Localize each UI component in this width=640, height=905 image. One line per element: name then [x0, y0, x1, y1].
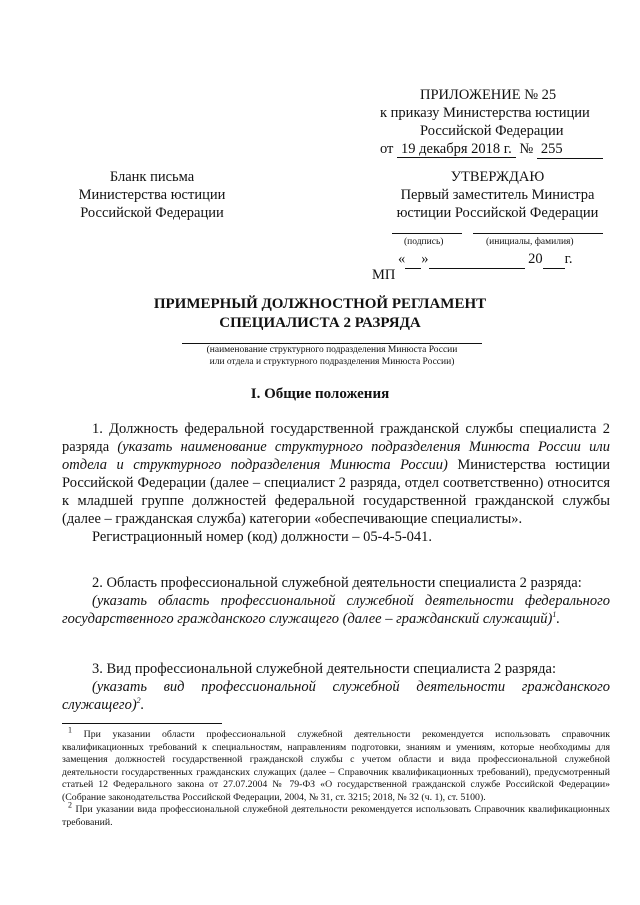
footnote-2-mark: 2 — [68, 800, 72, 810]
footnote-1-mark: 1 — [68, 725, 72, 735]
p2-italic-text: (указать область профессиональной служебной деятельности федерального государственного гражданского служащего (далее – гражданский служащий) — [62, 593, 610, 627]
p2-text: 2. Область профессиональной служебной деятельности специалиста 2 разряда: — [92, 575, 582, 591]
p2-italic — [62, 592, 610, 628]
year-blank — [543, 250, 565, 269]
footnote-2-text: При указании вида профессиональной служебной деятельности рекомендуется использовать Справочник квалификационных требований. — [62, 804, 611, 828]
p3-italic — [62, 678, 610, 714]
signature-caption: (подпись) — [404, 237, 444, 247]
appendix-number: 255 — [537, 140, 603, 159]
approval-position: Первый заместитель Министра — [400, 187, 595, 203]
paragraph-3 — [62, 660, 610, 714]
appendix-date: 19 декабря 2018 г. — [397, 141, 516, 158]
p2-end: . — [556, 611, 560, 627]
document-title — [0, 295, 640, 333]
approval-date-line — [398, 250, 573, 269]
date-close-quote: » — [421, 251, 429, 267]
p3-italic-text: (указать вид профессиональной служебной деятельности гражданского служащего) — [62, 679, 610, 713]
footnote-ref-2[interactable]: 2 — [136, 696, 141, 706]
letterhead-line-1: Бланк письма — [109, 169, 195, 185]
letterhead-block — [62, 168, 242, 222]
unit-caption-line-1: (наименование структурного подразделения Минюста России — [206, 345, 458, 355]
title-line-1: ПРИМЕРНЫЙ ДОЛЖНОСТНОЙ РЕГЛАМЕНТ — [153, 296, 487, 312]
approval-block — [385, 168, 610, 222]
appendix-date-line — [380, 140, 610, 159]
paragraph-2 — [62, 574, 610, 628]
appendix-title: ПРИЛОЖЕНИЕ № 25 — [420, 87, 557, 103]
appendix-block — [380, 86, 610, 159]
p1-intro: 1. Должность федеральной государственной гражданской службы специалиста 2 разряда — [62, 421, 610, 455]
year-prefix: 20 — [528, 251, 543, 267]
stamp-mark: МП — [372, 267, 396, 283]
appendix-order-line: к приказу Министерства юстиции — [380, 105, 590, 121]
paragraph-1-text — [62, 420, 610, 528]
signature-line — [392, 233, 462, 234]
p1-italic: (указать наименование структурного подразделения Минюста России или отдела и структурного подразделения Минюста России) — [62, 439, 610, 473]
appendix-federation-line: Российской Федерации — [420, 123, 564, 139]
footnote-1 — [62, 725, 610, 804]
footnote-ref-1[interactable]: 1 — [552, 610, 557, 620]
letterhead-line-2: Министерства юстиции — [78, 187, 226, 203]
p1-rest: Министерства юстиции Российской Федерации (далее – специалист 2 разряда, отдел соответственно) относится к младшей группе должностей федеральной государственной гражданской службы (далее – гражданская служба) категории «обеспечивающие специалисты». — [62, 457, 610, 527]
title-line-2: СПЕЦИАЛИСТА 2 РАЗРЯДА — [219, 315, 421, 331]
month-blank — [429, 250, 525, 269]
p3-end: . — [140, 697, 145, 713]
registration-number: Регистрационный номер (код) должности – 05-4-5-041. — [92, 529, 433, 545]
letterhead-line-3: Российской Федерации — [80, 205, 224, 221]
footnote-separator — [62, 723, 222, 724]
approval-title: УТВЕРЖДАЮ — [450, 169, 545, 185]
appendix-number-label: № — [519, 141, 534, 157]
unit-caption-line-2: или отдела и структурного подразделения Минюста России) — [209, 357, 455, 367]
unit-name-caption — [182, 344, 482, 368]
footnote-2 — [62, 800, 611, 829]
year-suffix: г. — [564, 251, 573, 267]
paragraph-1 — [62, 420, 610, 546]
name-line — [473, 233, 603, 234]
footnotes — [62, 725, 611, 829]
appendix-from: от — [380, 141, 394, 157]
approval-ministry: юстиции Российской Федерации — [396, 205, 599, 221]
section-title: I. Общие положения — [250, 386, 390, 402]
footnote-1-text: При указании области профессиональной служебной деятельности рекомендуется использовать справочник квалификационных требований к специальностям, направлениям подготовки, знаниям и умениям, которые необходимы для замещения должностей государственной гражданской службы с учетом области и вида профессиональной служебной деятельности государственных гражданских служащих (далее – Справочник квалификационных требований), предусмотренный статьей 12 Федерального закона от 27.07.2004 № 79-ФЗ «О государственной гражданской службе Российской Федерации» (Собрание законодательства Российской Федерации, 2004, № 31, ст. 3215; 2018, № 32 (ч. 1), ст. 5100). — [62, 729, 610, 803]
day-blank — [405, 250, 421, 269]
name-caption: (инициалы, фамилия) — [486, 237, 574, 247]
p3-text: 3. Вид профессиональной служебной деятельности специалиста 2 разряда: — [92, 661, 556, 677]
date-open-quote: « — [398, 251, 406, 267]
